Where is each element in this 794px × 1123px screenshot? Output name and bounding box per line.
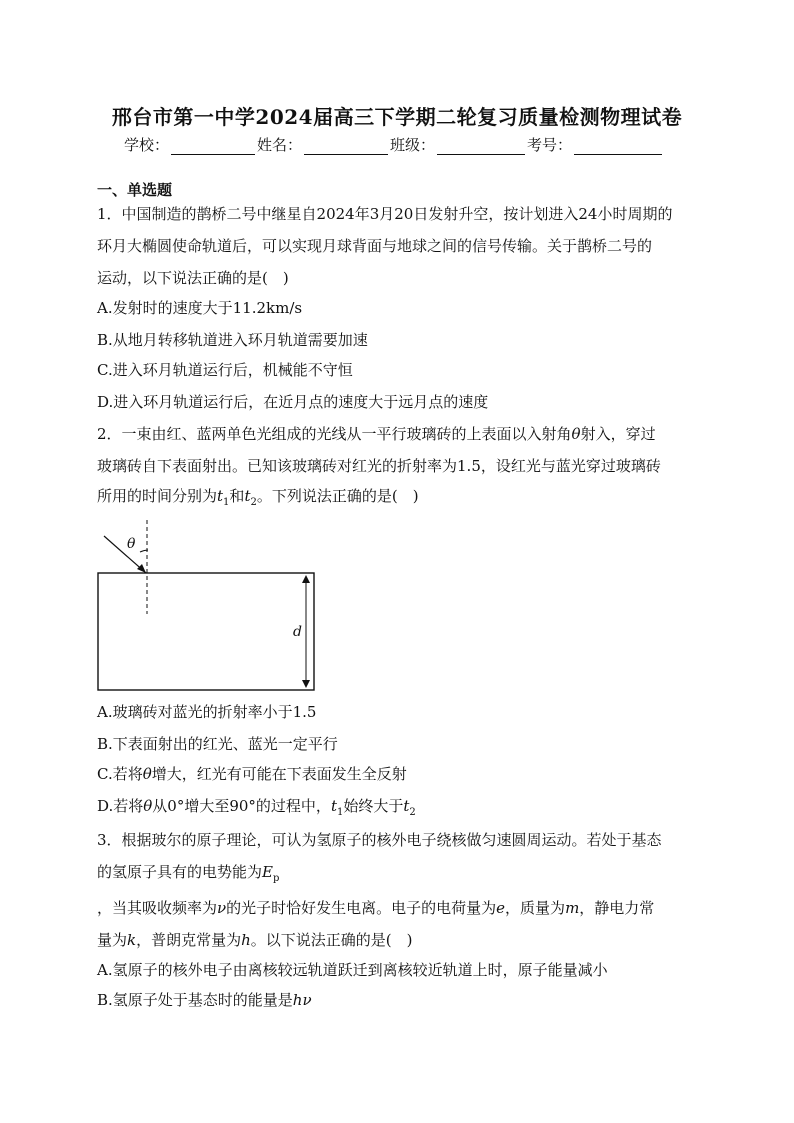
q2-text: 增大，红光有可能在下表面发生全反射 xyxy=(151,765,407,783)
q3-text: 量为 xyxy=(97,931,128,949)
theta-symbol: θ xyxy=(571,425,581,443)
subscript: p xyxy=(272,873,280,884)
q2-stem-line-3 xyxy=(97,486,419,513)
angle-label: θ xyxy=(127,536,136,552)
q2-option-a: A.玻璃砖对蓝光的折射率小于1.5 xyxy=(97,703,317,721)
q2-text: C.若将 xyxy=(97,765,143,783)
k-symbol: k xyxy=(127,931,137,949)
q1-option-b: B.从地月转移轨道进入环月轨道需要加速 xyxy=(97,331,368,349)
m-symbol: m xyxy=(565,899,580,917)
q3-text: B.氢原子处于基态时的能量是 xyxy=(97,991,293,1009)
q2-stem-line-2: 玻璃砖自下表面射出。已知该玻璃砖对红光的折射率为1.5，设红光与蓝光穿过玻璃砖 xyxy=(97,457,661,475)
glass-slab xyxy=(98,573,314,690)
subscript: 1 xyxy=(336,807,344,818)
q1-stem-line-3: 运动，以下说法正确的是( ) xyxy=(97,269,289,287)
t-symbol: t xyxy=(244,487,251,505)
q2-text: 从0°增大至90°的过程中， xyxy=(152,797,331,815)
q3-text: ，当其吸收频率为 xyxy=(97,899,218,917)
q1-stem-line-2: 环月大椭圆使命轨道后，可以实现月球背面与地球之间的信号传输。关于鹊桥二号的 xyxy=(97,237,653,255)
exam-title: 邢台市第一中学2024届高三下学期二轮复习质量检测物理试卷 xyxy=(111,105,683,129)
hv-symbol: hν xyxy=(292,991,312,1009)
depth-arrow-top xyxy=(302,575,310,583)
h-symbol: h xyxy=(241,931,251,949)
theta-symbol: θ xyxy=(143,797,153,815)
t-symbol: t xyxy=(330,797,337,815)
q3-option-b xyxy=(97,990,312,1010)
school-blank[interactable] xyxy=(171,138,255,155)
q2-text: 。下列说法正确的是( ) xyxy=(256,487,419,505)
q1-option-a: A.发射时的速度大于11.2km/s xyxy=(97,299,303,317)
q3-text: ，质量为 xyxy=(505,899,566,917)
energy-symbol: E xyxy=(262,863,273,881)
name-blank[interactable] xyxy=(304,138,388,155)
class-label: 班级： xyxy=(390,136,436,154)
ray-arrowhead xyxy=(137,564,146,573)
q2-option-b: B.下表面射出的红光、蓝光一定平行 xyxy=(97,735,338,753)
q1-option-c: C.进入环月轨道运行后，机械能不守恒 xyxy=(97,361,353,379)
glass-slab-figure xyxy=(90,518,330,698)
q2-text: D.若将 xyxy=(97,797,144,815)
q3-stem-line-1: 3．根据玻尔的原子理论，可认为氢原子的核外电子绕核做匀速圆周运动。若处于基态 xyxy=(97,831,662,849)
q3-stem-line-2 xyxy=(97,862,279,889)
e-symbol: e xyxy=(496,899,506,917)
depth-label: d xyxy=(293,624,302,640)
q3-stem-line-3 xyxy=(97,898,654,918)
q3-text: 的光子时恰好发生电离。电子的电荷量为 xyxy=(226,899,497,917)
q2-option-d xyxy=(97,796,416,823)
q3-option-a: A.氢原子的核外电子由离核较远轨道跃迁到离核较近轨道上时，原子能量减小 xyxy=(97,961,608,979)
q2-text: 始终大于 xyxy=(343,797,404,815)
name-label: 姓名： xyxy=(257,136,303,154)
theta-symbol: θ xyxy=(142,765,152,783)
exam-number-blank[interactable] xyxy=(574,138,662,155)
q2-option-c xyxy=(97,764,407,784)
depth-arrow-bottom xyxy=(302,680,310,688)
subscript: 1 xyxy=(223,497,230,508)
q3-text: 的氢原子具有的电势能为 xyxy=(97,863,263,881)
q1-stem-line-1: 1．中国制造的鹊桥二号中继星自2024年3月20日发射升空，按计划进入24小时周期的 xyxy=(97,205,673,223)
student-info-line xyxy=(124,134,664,155)
nu-symbol: ν xyxy=(217,899,227,917)
t-symbol: t xyxy=(217,487,224,505)
q1-option-d: D.进入环月轨道运行后，在近月点的速度大于远月点的速度 xyxy=(97,393,489,411)
q3-text: ，静电力常 xyxy=(579,899,655,917)
subscript: 2 xyxy=(409,807,416,818)
t-symbol: t xyxy=(403,797,410,815)
q3-text: 。以下说法正确的是( ) xyxy=(250,931,413,949)
q2-text: 射入，穿过 xyxy=(580,425,656,443)
subscript: 2 xyxy=(250,497,257,508)
q2-text: 和 xyxy=(229,487,245,505)
q2-text: 所用的时间分别为 xyxy=(97,487,218,505)
q2-text: 2．一束由红、蓝两单色光组成的光线从一平行玻璃砖的上表面以入射角 xyxy=(97,425,572,443)
q3-stem-line-4 xyxy=(97,930,413,950)
school-label: 学校： xyxy=(124,136,170,154)
class-blank[interactable] xyxy=(437,138,525,155)
q3-text: ，普朗克常量为 xyxy=(136,931,242,949)
q2-stem-line-1 xyxy=(97,424,656,444)
section-heading: 一、单选题 xyxy=(97,181,173,199)
exam-number-label: 考号： xyxy=(527,136,573,154)
